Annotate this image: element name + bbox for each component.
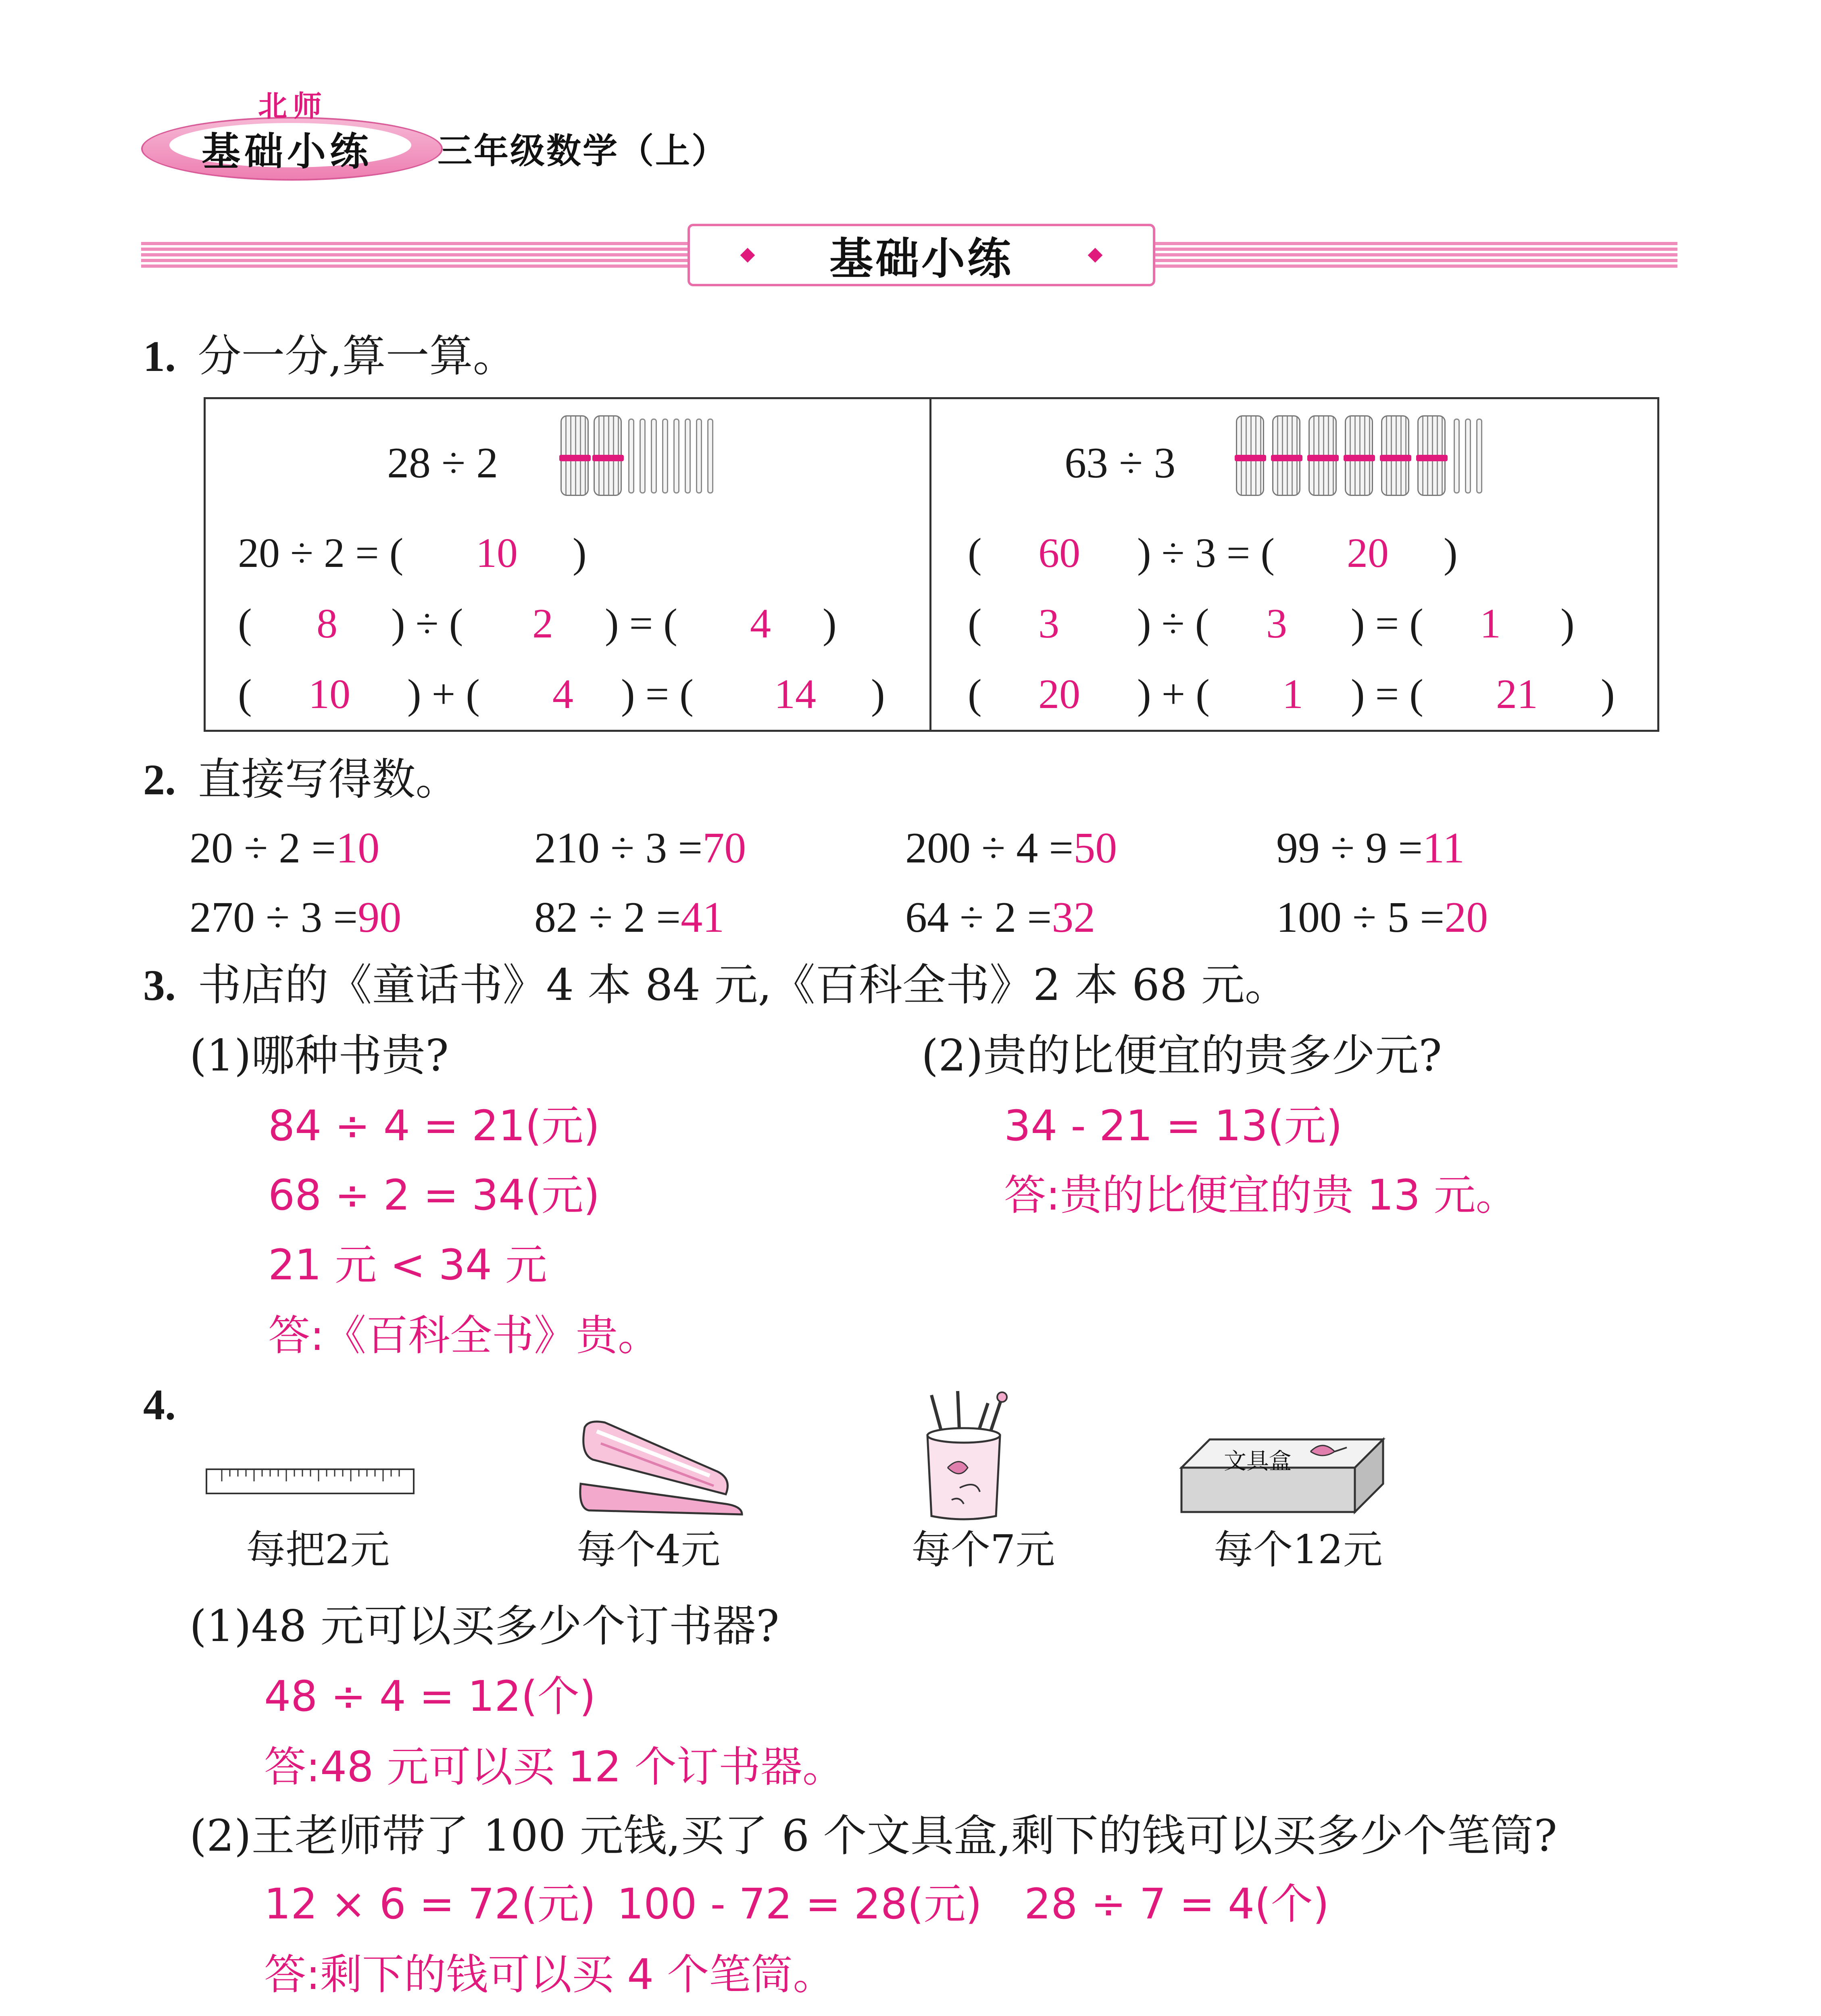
grade-title: 三年级数学（上） (438, 131, 728, 171)
diamond-icon (740, 248, 755, 262)
q3-ans1-line: 84 ÷ 4 = 21(元) (268, 1101, 600, 1150)
q4-ans2-line: 28 ÷ 7 = 4(个) (1024, 1879, 1329, 1929)
section-title (688, 224, 1155, 286)
pencil-box-icon (1177, 1435, 1387, 1520)
brand-main: 基础小练 (202, 129, 373, 174)
q2-heading (143, 754, 459, 805)
q4-ans1-line: 48 ÷ 4 = 12(个) (264, 1672, 596, 1721)
q4-ans2-line: 12 × 6 = 72(元) (264, 1879, 596, 1929)
sticks-63-icon (1236, 415, 1526, 496)
q4-sub2: (2)王老师带了 100 元钱,买了 6 个文具盒,剩下的钱可以买多少个笔筒? (190, 1811, 1557, 1861)
stapler-price: 每个4元 (577, 1527, 721, 1573)
q1-left-row2: ( 8 ) ÷ ( 2 ) = ( 4 ) (238, 600, 837, 647)
q3-ans1-line: 68 ÷ 2 = 34(元) (268, 1170, 600, 1220)
q1-number: 1. (143, 333, 176, 381)
q1-table-divider (929, 397, 931, 732)
q1-right-row2: ( 3 ) ÷ ( 3 ) = ( 1 ) (968, 600, 1575, 647)
q1-right-row1: ( 60 ) ÷ 3 = ( 20 ) (968, 530, 1458, 576)
q4-number: 4. (143, 1381, 176, 1429)
q1-right-title: 63 ÷ 3 (1065, 439, 1176, 487)
stapler-icon (573, 1415, 750, 1520)
pencil-box-price: 每个12元 (1214, 1527, 1383, 1573)
q2-item: 64 ÷ 2 =32 (905, 893, 1096, 941)
q3-sub2: (2)贵的比便宜的贵多少元? (921, 1031, 1442, 1081)
pen-holder-icon (915, 1387, 1012, 1524)
q2-item: 100 ÷ 5 =20 (1276, 893, 1488, 941)
q3-number: 3. (143, 962, 176, 1010)
q4-ans1-line: 答:48 元可以买 12 个订书器。 (264, 1742, 844, 1791)
brand-top: 北师 (258, 89, 328, 123)
q4-ans2-line: 答:剩下的钱可以买 4 个笔筒。 (264, 1950, 835, 1999)
q2-item: 200 ÷ 4 =50 (905, 824, 1117, 872)
q3-ans1-line: 答:《百科全书》贵。 (268, 1311, 660, 1360)
q1-left-title: 28 ÷ 2 (387, 439, 498, 487)
q1-heading (143, 331, 517, 381)
q3-text: 书店的《童话书》4 本 84 元,《百科全书》2 本 68 元。 (198, 960, 1288, 1010)
section-title-text: 基础小练 (829, 234, 1013, 284)
pen-holder-price: 每个7元 (911, 1527, 1055, 1573)
q2-item: 270 ÷ 3 =90 (190, 893, 402, 941)
q3-ans2-line: 答:贵的比便宜的贵 13 元。 (1004, 1170, 1518, 1220)
q3-ans1-line: 21 元 < 34 元 (268, 1240, 548, 1289)
q4-ans2-line: 100 - 72 = 28(元) (617, 1879, 982, 1929)
pencil-box-label: 文具盒 (1224, 1448, 1292, 1475)
q2-item: 99 ÷ 9 =11 (1276, 824, 1465, 872)
sticks-28-icon (560, 415, 746, 496)
q2-item: 210 ÷ 3 =70 (534, 824, 746, 872)
q1-left-row3: ( 10 ) + ( 4 ) = ( 14 ) (238, 671, 885, 717)
q3-sub1: (1)哪种书贵? (190, 1031, 449, 1081)
q1-text: 分一分,算一算。 (198, 331, 517, 381)
q1-right-row3: ( 20 ) + ( 1 ) = ( 21 ) (968, 671, 1615, 717)
q2-item: 20 ÷ 2 =10 (190, 824, 380, 872)
ruler-icon (206, 1468, 415, 1496)
q2-text: 直接写得数。 (198, 754, 459, 805)
q4-sub1: (1)48 元可以买多少个订书器? (190, 1601, 779, 1652)
q2-number: 2. (143, 756, 176, 804)
ruler-price: 每把2元 (246, 1527, 390, 1573)
q3-ans2-line: 34 - 21 = 13(元) (1004, 1101, 1343, 1150)
q4-heading (143, 1383, 176, 1427)
q2-item: 82 ÷ 2 =41 (534, 893, 725, 941)
q1-left-row1: 20 ÷ 2 = ( 10 ) (238, 530, 587, 576)
q3-heading (143, 960, 1288, 1010)
diamond-icon (1088, 248, 1103, 262)
